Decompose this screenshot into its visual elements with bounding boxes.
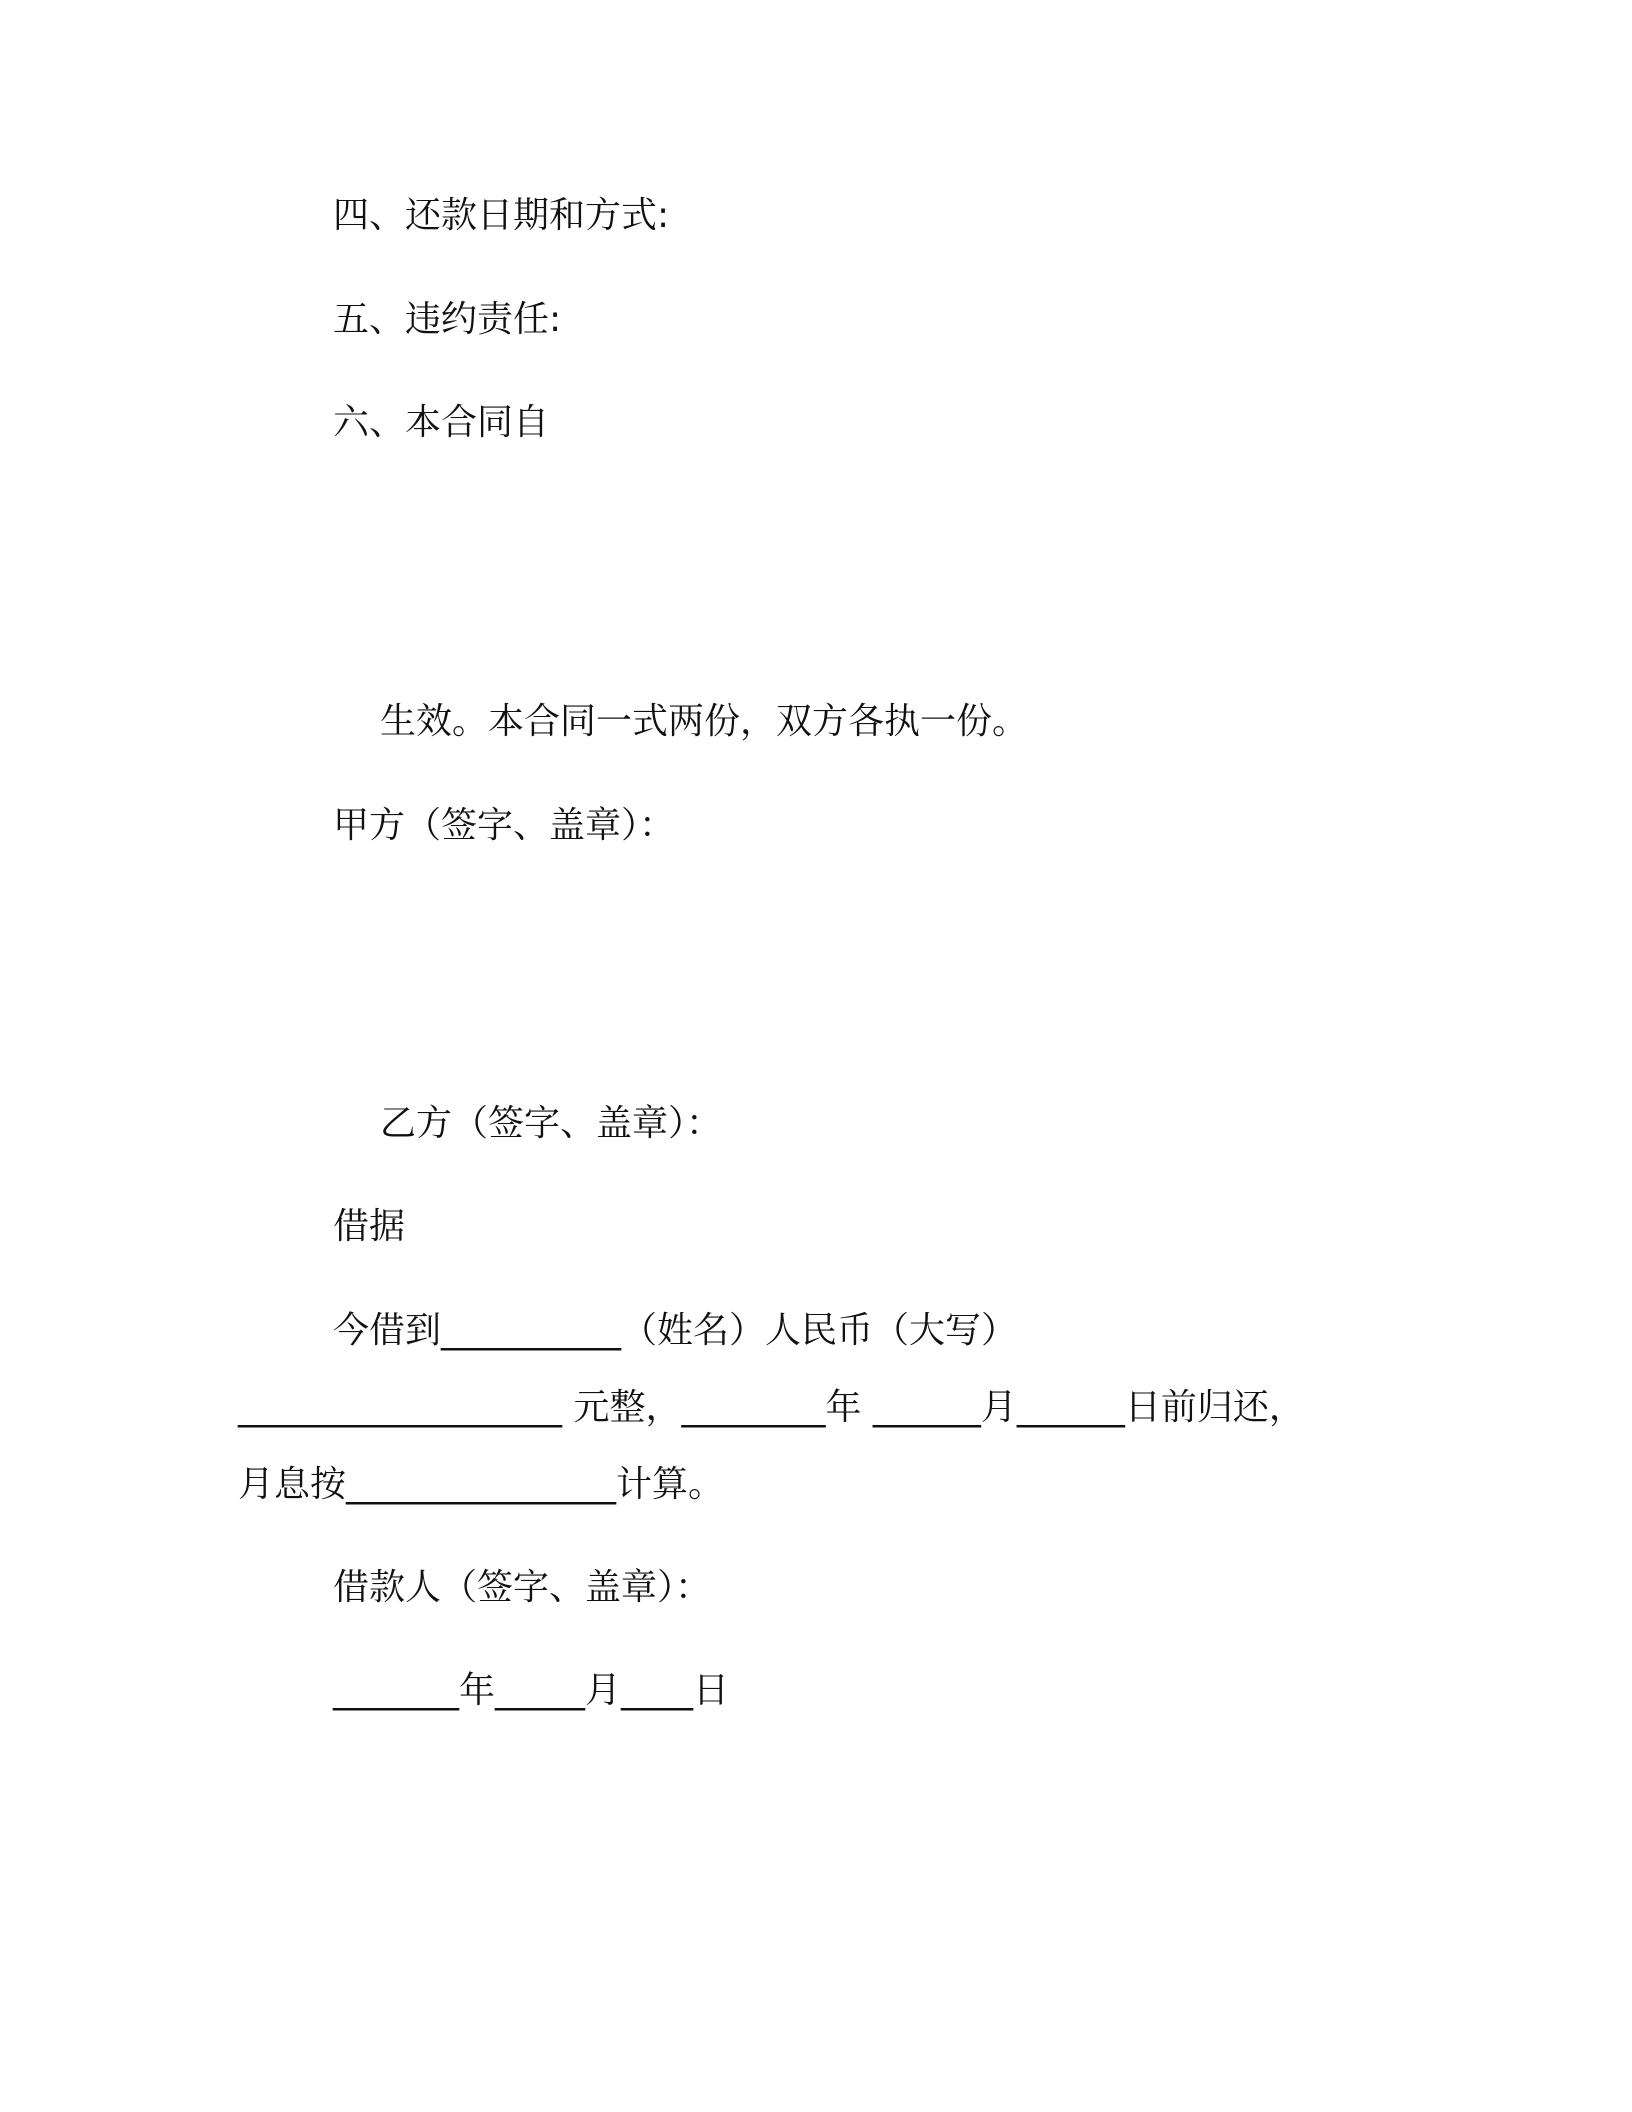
contract-effect-copies: 生效。本合同一式两份，双方各执一份。 [380, 701, 1029, 742]
party-b-signature-label: 乙方（签字、盖章）： [380, 1103, 723, 1144]
receipt-line-borrowed-from: 今借到__________（姓名）人民币（大写） [333, 1310, 1018, 1351]
receipt-line-monthly-interest: 月息按_______________计算。 [238, 1464, 725, 1505]
signature-date-line: _______年_____月____日 [333, 1670, 729, 1711]
receipt-line-amount-due-date: __________________ 元整，________年 ______月______日前归还， [238, 1387, 1305, 1428]
clause-breach-liability: 五、违约责任: [333, 299, 562, 340]
clause-repayment-date-method: 四、还款日期和方式: [333, 195, 670, 236]
borrower-signature-label: 借款人（签字、盖章）： [333, 1567, 712, 1608]
clause-effective-from: 六、本合同自 [333, 402, 550, 443]
party-a-signature-label: 甲方（签字、盖章）： [333, 805, 676, 846]
receipt-title: 借据 [333, 1206, 406, 1247]
